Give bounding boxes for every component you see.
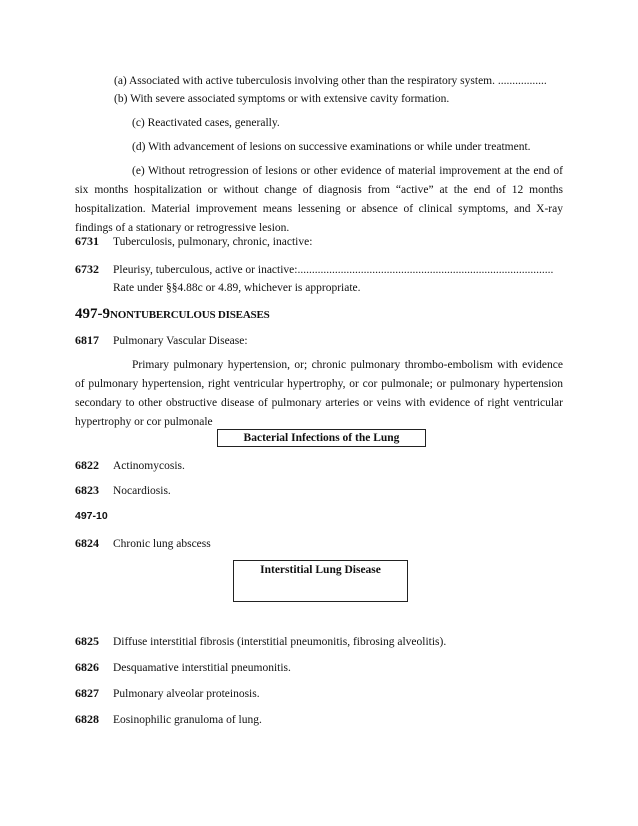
item-code: 6817: [75, 333, 99, 347]
tb-subitem-b: (b) With severe associated symptoms or with extensive cavity formation.: [114, 93, 450, 105]
item-code: 6731: [75, 234, 99, 248]
diagnostic-item-6824: [75, 536, 563, 552]
pulmonary-vascular-paragraph: Primary pulmonary hypertension, or; chronic pulmonary thrombo-embolism with evidence of pulmonary hypertension, right ventricular hypertrophy, or cor pulmonale; or pulmonary hypertension secondary to other obstructive disease of pulmonary arteries or veins with evidence of right ventricular hypertrophy or cor pulmonale: [75, 359, 563, 428]
item-code: 6732: [75, 262, 99, 276]
item-code: 6822: [75, 458, 99, 472]
item-note: Rate under §§4.88c or 4.89, whichever is appropriate.: [113, 282, 361, 294]
tb-subitem-e: (e) Without retrogression of lesions or other evidence of material improvement at the end of six months hospitalization or without change of diagnosis from “active” at the end of 12 months hospitalization. Material improvement means lessening or absence of clinical symptoms, and X-ray findings of a stationary or retrogressive lesion.: [75, 165, 563, 234]
item-text: Chronic lung abscess: [113, 538, 211, 550]
diagnostic-item-6828: [75, 712, 563, 728]
diagnostic-item-6817: [75, 333, 563, 349]
item-text: Desquamative interstitial pneumonitis.: [113, 662, 291, 674]
item-code: 6824: [75, 536, 99, 550]
item-text: Pulmonary alveolar proteinosis.: [113, 688, 260, 700]
interstitial-lung-disease-box: Interstitial Lung Disease: [233, 560, 408, 602]
item-code: 6823: [75, 483, 99, 497]
item-text: Eosinophilic granuloma of lung.: [113, 714, 262, 726]
section-heading-497-9: [75, 305, 270, 323]
section-number: 497-9: [75, 306, 110, 322]
item-text: Pulmonary Vascular Disease:: [113, 335, 248, 347]
tb-subitem-a: (a) Associated with active tuberculosis involving other than the respiratory system. .................: [114, 75, 547, 87]
diagnostic-item-6822: [75, 458, 563, 474]
diagnostic-item-6731: [75, 234, 563, 250]
item-text: Nocardiosis.: [113, 485, 171, 497]
section-title: NONTUBERCULOUS DISEASES: [110, 309, 270, 321]
tb-subitem-d: (d) With advancement of lesions on successive examinations or while under treatment.: [132, 141, 531, 153]
diagnostic-item-6732: [75, 262, 563, 296]
diagnostic-item-6826: [75, 660, 563, 676]
diagnostic-item-6825: [75, 634, 563, 650]
item-code: 6826: [75, 660, 99, 674]
item-text: Pleurisy, tuberculous, active or inactive:.........................................................................................: [113, 264, 554, 276]
item-text: Actinomycosis.: [113, 460, 185, 472]
item-code: 6828: [75, 712, 99, 726]
page-code: 497-10: [75, 510, 108, 522]
tb-subitem-c: (c) Reactivated cases, generally.: [132, 117, 280, 129]
diagnostic-item-6823: [75, 483, 563, 499]
item-code: 6827: [75, 686, 99, 700]
bacterial-infections-box: Bacterial Infections of the Lung: [217, 429, 426, 447]
diagnostic-item-6827: [75, 686, 563, 702]
item-text: Tuberculosis, pulmonary, chronic, inactive:: [113, 236, 313, 248]
item-text: Diffuse interstitial fibrosis (interstitial pneumonitis, fibrosing alveolitis).: [113, 636, 447, 648]
item-code: 6825: [75, 634, 99, 648]
